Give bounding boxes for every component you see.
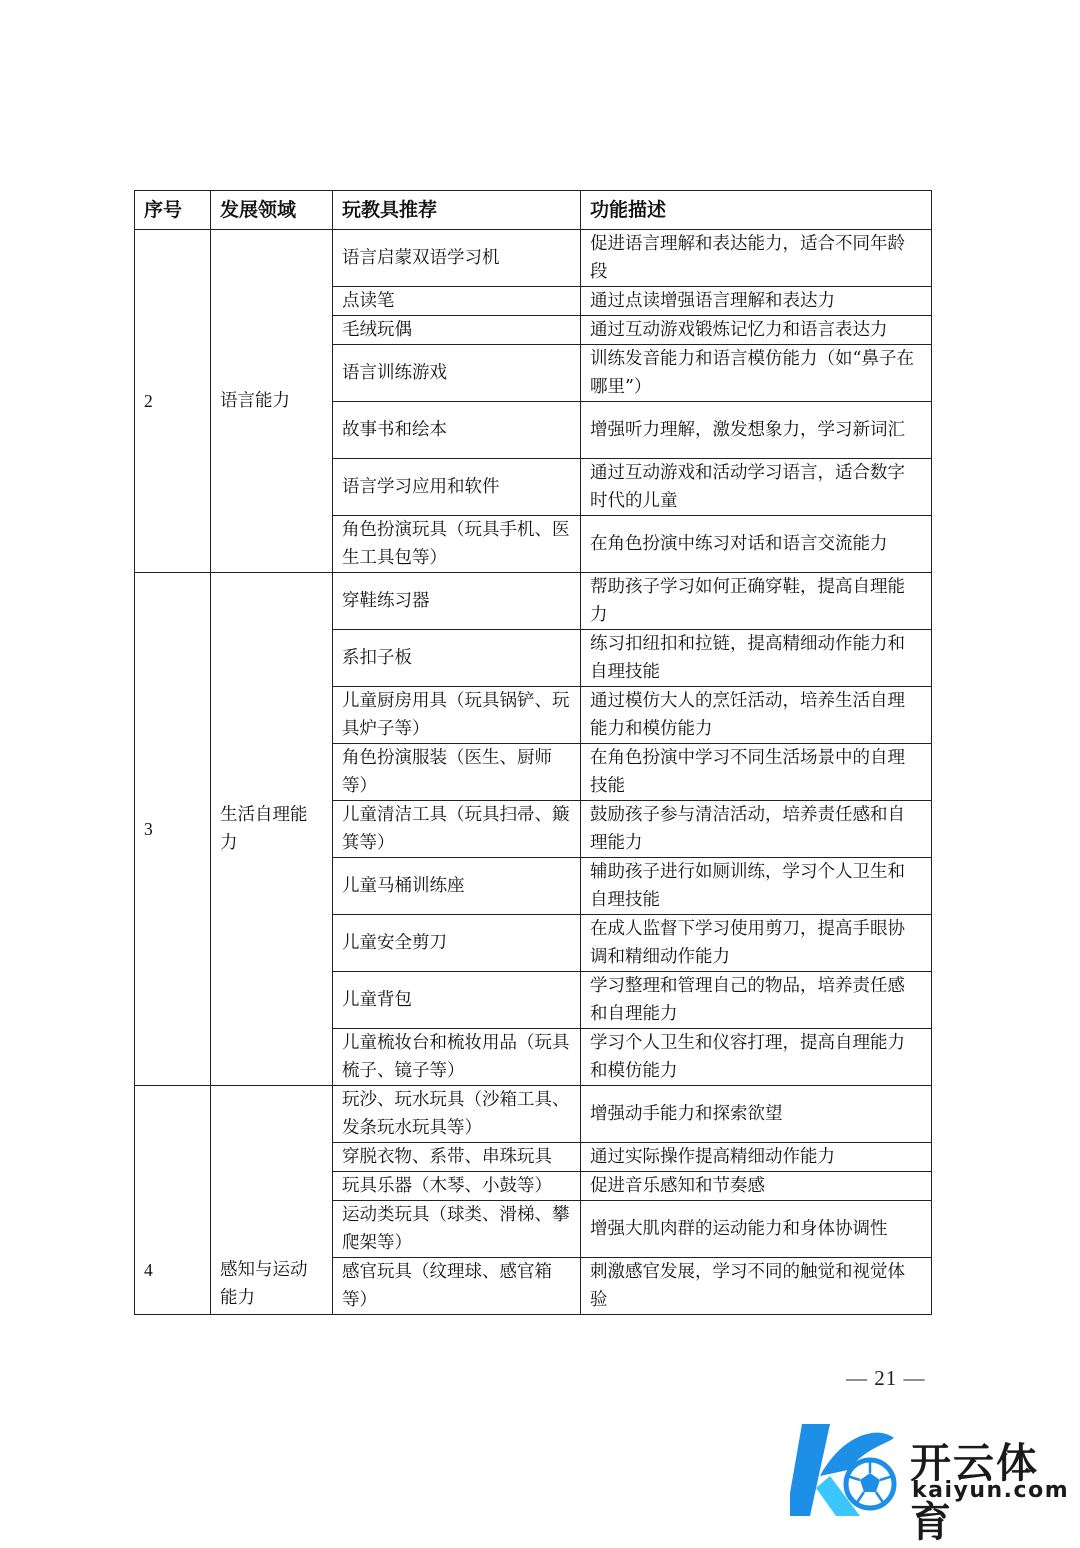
toy-cell: 儿童安全剪刀: [333, 915, 581, 972]
toy-cell: 儿童厨房用具（玩具锅铲、玩具炉子等）: [333, 687, 581, 744]
description-cell: 帮助孩子学习如何正确穿鞋，提高自理能力: [581, 573, 932, 630]
toy-cell: 角色扮演玩具（玩具手机、医生工具包等）: [333, 516, 581, 573]
domain-cell: 生活自理能力: [211, 573, 333, 1086]
toy-cell: 感官玩具（纹理球、感官箱等）: [333, 1258, 581, 1315]
page-number: — 21 —: [846, 1366, 926, 1390]
logo-brand-en: kaiyun.com: [912, 1478, 1070, 1503]
domain-cell: 语言能力: [211, 230, 333, 573]
description-cell: 增强听力理解，激发想象力，学习新词汇: [581, 402, 932, 459]
brand-logo: [790, 1418, 1080, 1546]
table-header-row: [135, 191, 932, 230]
logo-brand-cn: 开云体育: [910, 1439, 1039, 1546]
toy-cell: 儿童背包: [333, 972, 581, 1029]
toy-cell: 系扣子板: [333, 630, 581, 687]
toy-cell: 玩沙、玩水玩具（沙箱工具、发条玩水玩具等）: [333, 1086, 581, 1143]
description-cell: 训练发音能力和语言模仿能力（如“鼻子在哪里”）: [581, 345, 932, 402]
toy-cell: 故事书和绘本: [333, 402, 581, 459]
toy-cell: 语言学习应用和软件: [333, 459, 581, 516]
toy-cell: 儿童梳妆台和梳妆用品（玩具梳子、镜子等）: [333, 1029, 581, 1086]
description-cell: 在角色扮演中练习对话和语言交流能力: [581, 516, 932, 573]
description-cell: 通过实际操作提高精细动作能力: [581, 1143, 932, 1172]
header-domain: 发展领域: [211, 191, 333, 230]
serial-number-cell: 2: [135, 230, 211, 573]
toy-cell: 毛绒玩偶: [333, 316, 581, 345]
toy-cell: 儿童清洁工具（玩具扫帚、簸箕等）: [333, 801, 581, 858]
toy-cell: 儿童马桶训练座: [333, 858, 581, 915]
description-cell: 学习个人卫生和仪容打理，提高自理能力和模仿能力: [581, 1029, 932, 1086]
toy-cell: 角色扮演服装（医生、厨师等）: [333, 744, 581, 801]
header-serial: 序号: [135, 191, 211, 230]
description-cell: 练习扣纽扣和拉链，提高精细动作能力和自理技能: [581, 630, 932, 687]
table-body: [135, 230, 932, 1315]
logo-mark-icon: [790, 1418, 905, 1523]
toy-cell: 穿鞋练习器: [333, 573, 581, 630]
description-cell: 鼓励孩子参与清洁活动，培养责任感和自理能力: [581, 801, 932, 858]
toy-cell: 语言启蒙双语学习机: [333, 230, 581, 287]
description-cell: 通过点读增强语言理解和表达力: [581, 287, 932, 316]
description-cell: 通过模仿大人的烹饪活动，培养生活自理能力和模仿能力: [581, 687, 932, 744]
header-description: 功能描述: [581, 191, 932, 230]
toy-cell: 点读笔: [333, 287, 581, 316]
description-cell: 在成人监督下学习使用剪刀，提高手眼协调和精细动作能力: [581, 915, 932, 972]
serial-number-cell: 3: [135, 573, 211, 1086]
table-row: [135, 1086, 932, 1143]
toy-cell: 运动类玩具（球类、滑梯、攀爬架等）: [333, 1201, 581, 1258]
description-cell: 在角色扮演中学习不同生活场景中的自理技能: [581, 744, 932, 801]
description-cell: 增强动手能力和探索欲望: [581, 1086, 932, 1143]
toy-cell: 玩具乐器（木琴、小鼓等）: [333, 1172, 581, 1201]
toy-cell: 语言训练游戏: [333, 345, 581, 402]
table-row: [135, 230, 932, 287]
description-cell: 促进语言理解和表达能力，适合不同年龄段: [581, 230, 932, 287]
table-row: [135, 573, 932, 630]
description-cell: 增强大肌肉群的运动能力和身体协调性: [581, 1201, 932, 1258]
description-cell: 学习整理和管理自己的物品，培养责任感和自理能力: [581, 972, 932, 1029]
serial-number-cell: 4: [135, 1086, 211, 1315]
domain-cell: 感知与运动能力: [211, 1086, 333, 1315]
toy-cell: 穿脱衣物、系带、串珠玩具: [333, 1143, 581, 1172]
header-toy: 玩教具推荐: [333, 191, 581, 230]
description-cell: 辅助孩子进行如厕训练，学习个人卫生和自理技能: [581, 858, 932, 915]
description-cell: 通过互动游戏和活动学习语言，适合数字时代的儿童: [581, 459, 932, 516]
toy-recommendation-table: [134, 190, 932, 1315]
description-cell: 通过互动游戏锻炼记忆力和语言表达力: [581, 316, 932, 345]
description-cell: 促进音乐感知和节奏感: [581, 1172, 932, 1201]
description-cell: 刺激感官发展，学习不同的触觉和视觉体验: [581, 1258, 932, 1315]
